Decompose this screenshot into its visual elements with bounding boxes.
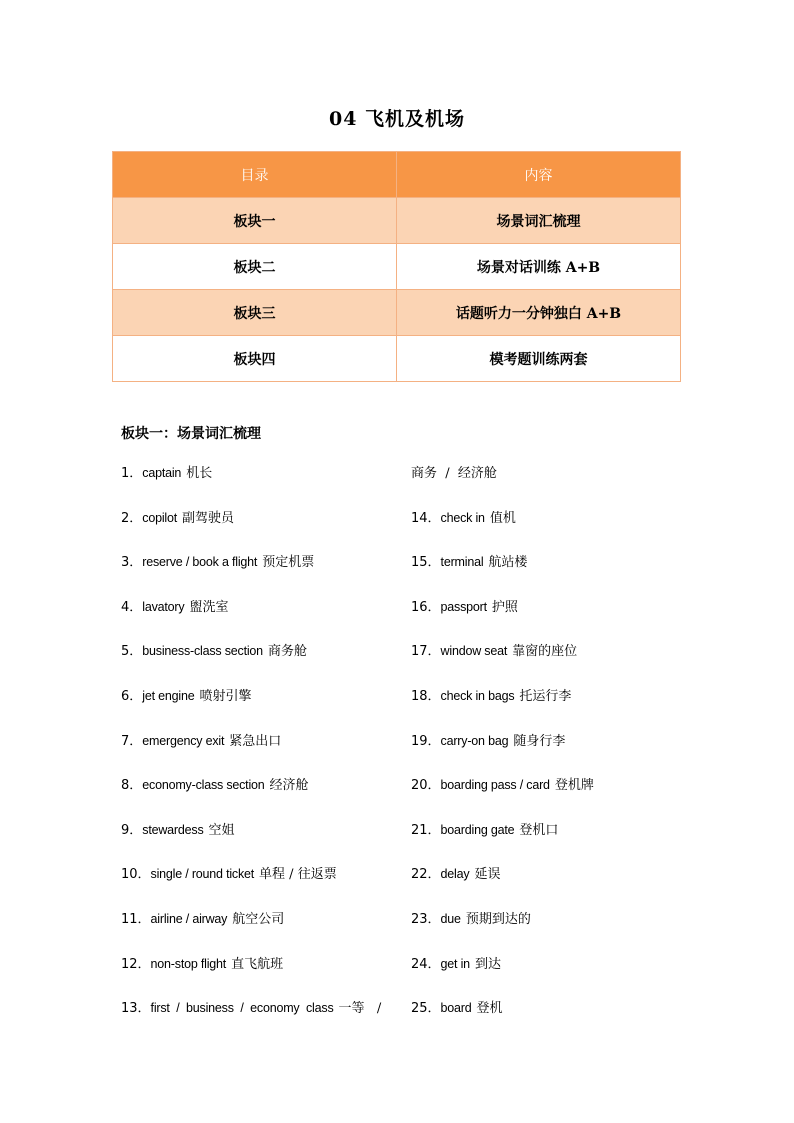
vocab-number: 14．	[411, 510, 441, 526]
table-header-row	[113, 152, 681, 198]
section-cell: 板块四	[113, 336, 397, 382]
vocab-number: 11．	[121, 911, 151, 927]
vocab-item	[121, 953, 396, 998]
header-directory: 目录	[113, 152, 397, 198]
vocab-english: board	[440, 1001, 472, 1016]
vocab-english: boarding gate	[440, 822, 515, 837]
vocab-item	[121, 685, 396, 730]
vocab-item	[121, 730, 396, 775]
vocab-english: captain	[142, 466, 182, 480]
vocab-chinese: 预定机票	[262, 555, 315, 571]
vocab-number: 1．	[121, 466, 143, 481]
vocab-chinese: 预期到达的	[465, 911, 531, 927]
vocab-english: window seat	[440, 644, 508, 659]
vocab-english: due	[440, 911, 461, 926]
vocab-english: boarding pass / card	[440, 778, 550, 793]
vocab-english: business-class section	[142, 644, 263, 659]
vocab-item	[411, 685, 691, 730]
vocab-english: passport	[440, 599, 487, 614]
vocab-item	[411, 596, 691, 641]
vocab-number: 16．	[411, 599, 441, 615]
vocab-chinese: 空姐	[208, 822, 235, 838]
vocab-item	[411, 730, 691, 775]
vocab-number: 4．	[121, 599, 143, 615]
vocab-item	[411, 774, 691, 819]
vocab-chinese: 经济舱	[269, 778, 309, 794]
vocab-item	[411, 863, 691, 908]
vocab-chinese: 一等 /	[338, 1001, 382, 1017]
section-cell: 板块一	[113, 198, 397, 244]
vocab-chinese: 登机牌	[554, 778, 594, 794]
vocab-chinese: 喷射引擎	[199, 688, 252, 704]
vocab-item	[411, 819, 691, 864]
vocab-number: 23．	[411, 911, 441, 927]
vocab-number: 10．	[121, 867, 151, 883]
vocab-item	[121, 551, 396, 596]
vocab-item	[121, 507, 396, 552]
vocab-chinese: 随身行李	[513, 733, 566, 749]
vocab-english: carry-on bag	[440, 733, 509, 748]
content-cell: 话题听力一分钟独白 A+B	[397, 290, 681, 336]
vocab-english: check in bags	[440, 688, 515, 703]
vocab-english: emergency exit	[142, 733, 225, 748]
vocab-english: check in	[440, 510, 485, 525]
vocab-chinese: 直飞航班	[231, 956, 284, 972]
vocab-chinese: 登机	[476, 1001, 503, 1017]
vocab-item	[121, 997, 396, 1042]
vocab-item	[121, 774, 396, 819]
vocab-number: 19．	[411, 733, 441, 749]
vocab-english: economy-class section	[142, 778, 265, 793]
vocab-english: terminal	[440, 555, 484, 570]
vocab-item	[121, 640, 396, 685]
vocab-english: delay	[440, 867, 470, 882]
vocab-item	[121, 596, 396, 641]
vocab-number: 17．	[411, 644, 441, 660]
vocab-english: airline / airway	[150, 911, 228, 926]
section-heading: 板块一：场景词汇梳理	[121, 426, 261, 442]
vocab-english: non-stop flight	[150, 956, 227, 971]
content-cell: 场景对话训练 A+B	[397, 244, 681, 290]
vocab-number: 18．	[411, 688, 441, 704]
vocab-chinese: 托运行李	[519, 688, 572, 704]
vocab-chinese: 盥洗室	[189, 599, 229, 615]
vocab-number: 7．	[121, 733, 143, 749]
table-row	[113, 244, 681, 290]
vocab-item	[121, 819, 396, 864]
vocab-item	[121, 462, 396, 507]
vocab-chinese: 商务舱	[267, 644, 307, 660]
vocab-item	[411, 507, 691, 552]
vocab-number: 3．	[121, 555, 143, 571]
vocab-item	[411, 640, 691, 685]
page-title: 04 飞机及机场	[328, 108, 466, 130]
vocab-chinese: 航空公司	[232, 911, 285, 927]
content-cell: 模考题训练两套	[397, 336, 681, 382]
table-row	[113, 290, 681, 336]
table-row	[113, 336, 681, 382]
vocab-item	[411, 908, 691, 953]
vocab-number: 9．	[121, 822, 143, 838]
header-content: 内容	[397, 152, 681, 198]
vocab-chinese: 到达	[474, 956, 501, 972]
vocab-chinese: 值机	[489, 510, 516, 526]
vocab-chinese: 航站楼	[488, 555, 528, 571]
vocab-chinese: 商务 / 经济舱	[411, 466, 497, 481]
vocab-english: stewardess	[142, 822, 204, 837]
vocab-chinese: 副驾驶员	[182, 510, 235, 526]
vocab-number: 15．	[411, 555, 441, 571]
vocab-item	[121, 908, 396, 953]
vocab-number: 13．	[121, 1001, 151, 1017]
vocab-item	[411, 997, 691, 1042]
vocab-item	[121, 863, 396, 908]
contents-table	[112, 151, 681, 382]
vocab-number: 12．	[121, 956, 151, 972]
content-cell: 场景词汇梳理	[397, 198, 681, 244]
section-cell: 板块三	[113, 290, 397, 336]
vocab-english: single / round ticket	[150, 867, 255, 882]
section-cell: 板块二	[113, 244, 397, 290]
vocab-number: 25．	[411, 1001, 441, 1017]
vocab-list-left	[121, 462, 396, 1042]
vocab-item	[411, 551, 691, 596]
vocab-number: 22．	[411, 867, 441, 883]
vocab-number: 24．	[411, 956, 441, 972]
vocab-item-continuation	[411, 462, 691, 507]
vocab-number: 5．	[121, 644, 143, 660]
vocab-chinese: 靠窗的座位	[512, 644, 578, 660]
vocab-number: 2．	[121, 510, 143, 526]
vocab-chinese: 登机口	[519, 822, 559, 838]
vocab-chinese: 紧急出口	[229, 733, 282, 749]
vocab-number: 21．	[411, 822, 441, 838]
vocab-chinese: 延误	[474, 867, 501, 883]
vocab-chinese: 机长	[186, 466, 213, 481]
vocab-english: reserve / book a flight	[142, 555, 258, 570]
vocab-item	[411, 953, 691, 998]
vocab-english: lavatory	[142, 599, 185, 614]
vocab-number: 8．	[121, 778, 143, 794]
vocab-number: 20．	[411, 778, 441, 794]
vocab-english: jet engine	[142, 688, 195, 703]
vocab-english: first / business / economy class	[150, 1001, 334, 1016]
vocab-list-right	[411, 462, 691, 1042]
vocab-chinese: 护照	[491, 599, 518, 615]
vocab-number: 6．	[121, 688, 143, 704]
table-row	[113, 198, 681, 244]
vocab-chinese: 单程 / 往返票	[259, 867, 337, 883]
vocab-english: copilot	[142, 510, 178, 525]
vocab-english: get in	[440, 956, 470, 971]
